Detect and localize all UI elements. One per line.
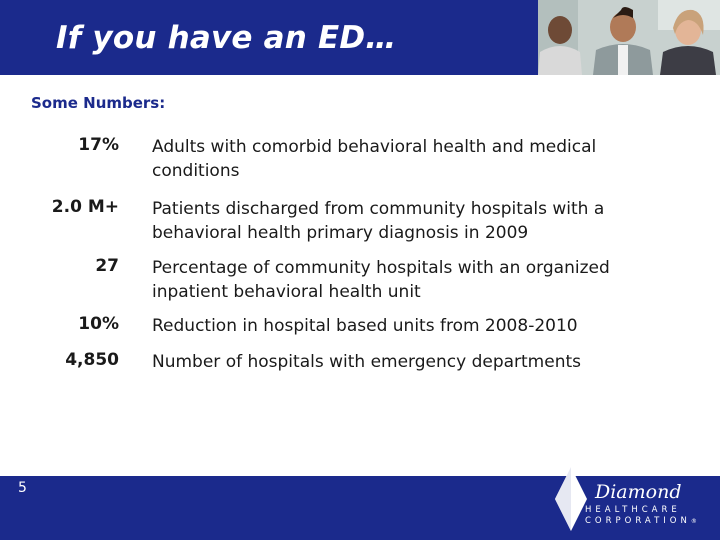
header-bar: [0, 0, 720, 75]
stat-value: 17%: [78, 135, 119, 155]
header-photo: [538, 0, 720, 75]
stat-value: 4,850: [65, 350, 119, 370]
stat-value: 2.0 M+: [51, 197, 119, 217]
people-photo-icon: [538, 0, 720, 75]
company-logo: [545, 463, 695, 535]
logo-line-healthcare: HEALTHCARE: [585, 505, 681, 515]
stat-description: Number of hospitals with emergency departments: [152, 352, 582, 372]
logo-subtext: [585, 505, 697, 527]
stat-description: Patients discharged from community hospitals with a behavioral health primary diagnosis in 2009: [152, 199, 605, 243]
stat-value: 10%: [78, 314, 119, 334]
stat-description: Reduction in hospital based units from 2008-2010: [152, 316, 578, 336]
stat-description: Adults with comorbid behavioral health and medical conditions: [152, 137, 597, 181]
section-subtitle: Some Numbers:: [31, 94, 166, 112]
slide-title: If you have an ED…: [56, 20, 397, 56]
stat-value: 27: [95, 256, 119, 276]
logo-wordmark: Diamond: [595, 481, 682, 503]
stat-description: Percentage of community hospitals with an organized inpatient behavioral health unit: [152, 258, 610, 302]
registered-mark: ®: [690, 518, 697, 525]
logo-line-corporation: CORPORATION®: [585, 516, 697, 526]
page-number: 5: [18, 480, 27, 496]
